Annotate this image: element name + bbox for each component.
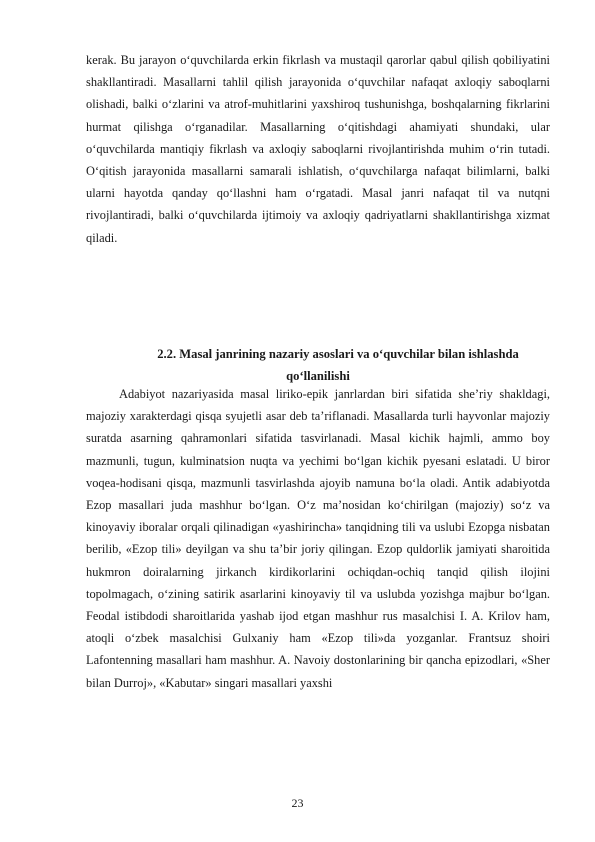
page-number: 23 <box>291 796 304 810</box>
section-heading-line-2: qo‘llanilishi <box>286 369 350 384</box>
body-paragraph-1: kerak. Bu jarayon o‘quvchilarda erkin fikrlash va mustaqil qarorlar qabul qilish qobiliyatini shakllantiradi. Masallarni tahlil qilish jarayonida o‘quvchilar nafaqat axloqiy saboqlarni olishadi, balki o‘zlarini va atrof-muhitlarini yaxshiroq tushunishga, boshqalarning fikrlarini hurmat qilishga o‘rganadilar. Masallarning o‘qitishdagi ahamiyati shundaki, ular o‘quvchilarda mantiqiy fikrlash va axloqiy saboqlarni rivojlantirishda muhim o‘rin tutadi. O‘qitish jarayonida masallarni samarali ishlatish, o‘quvchilarga nafaqat bilimlarni, balki ularni hayotda qanday qo‘llashni ham o‘rgatadi. Masal janri nafaqat til va nutqni rivojlantiradi, balki o‘quvchilarda ijtimoiy va axloqiy qadriyatlarni shakllantirishga xizmat qiladi. <box>86 53 550 245</box>
section-heading-line-1: 2.2. Masal janrining nazariy asoslari va o‘quvchilar bilan ishlashda <box>157 347 519 361</box>
body-paragraph-2: Adabiyot nazariyasida masal liriko-epik janrlardan biri sifatida she’riy shakldagi, majoziy xarakterdagi qisqa syujetli asar deb ta’riflanadi. Masallarda turli hayvonlar majoziy suratda asarning qahramonlari sifatida tasvirlanadi. Masal kichik hajmli, ammo boy mazmunli, tugun, kulminatsion nuqta va yechimi bo‘lgan kichik pyesani eslatadi. U biror voqea-hodisani qisqa, mazmunli tasvirlashda ajoyib namuna bo‘la oladi. Antik adabiyotda Ezop masallari juda mashhur bo‘lgan. O‘z ma’nosidan ko‘chirilgan (majoziy) so‘z va kinoyaviy iboralar orqali qilinadigan «yashirincha» tanqidning tili va uslubi Ezopga nisbatan berilib, «Ezop tili» deyilgan va shu ta’bir joriy qilingan. Ezop quldorlik jamiyati sharoitida hukmron doiralarning jirkanch kirdikorlarini ochiqdan-ochiq tanqid qilish ilojini topolmagach, o‘zining satirik asarlarini kinoyaviy til va uslubda yozishga majbur bo‘lgan. Feodal istibdodi sharoitlarida yashab ijod etgan mashhur rus masalchisi I. A. Krilov ham, atoqli o‘zbek masalchisi Gulxaniy ham «Ezop tili»da yozganlar. Frantsuz shoiri Lafontenning masallari ham mashhur. A. Navoiy dostonlarining bir qancha epizodlari, «Sher bilan Durroj», «Kabutar» singari masallari yaxshi <box>86 387 550 690</box>
section-heading <box>86 343 550 387</box>
